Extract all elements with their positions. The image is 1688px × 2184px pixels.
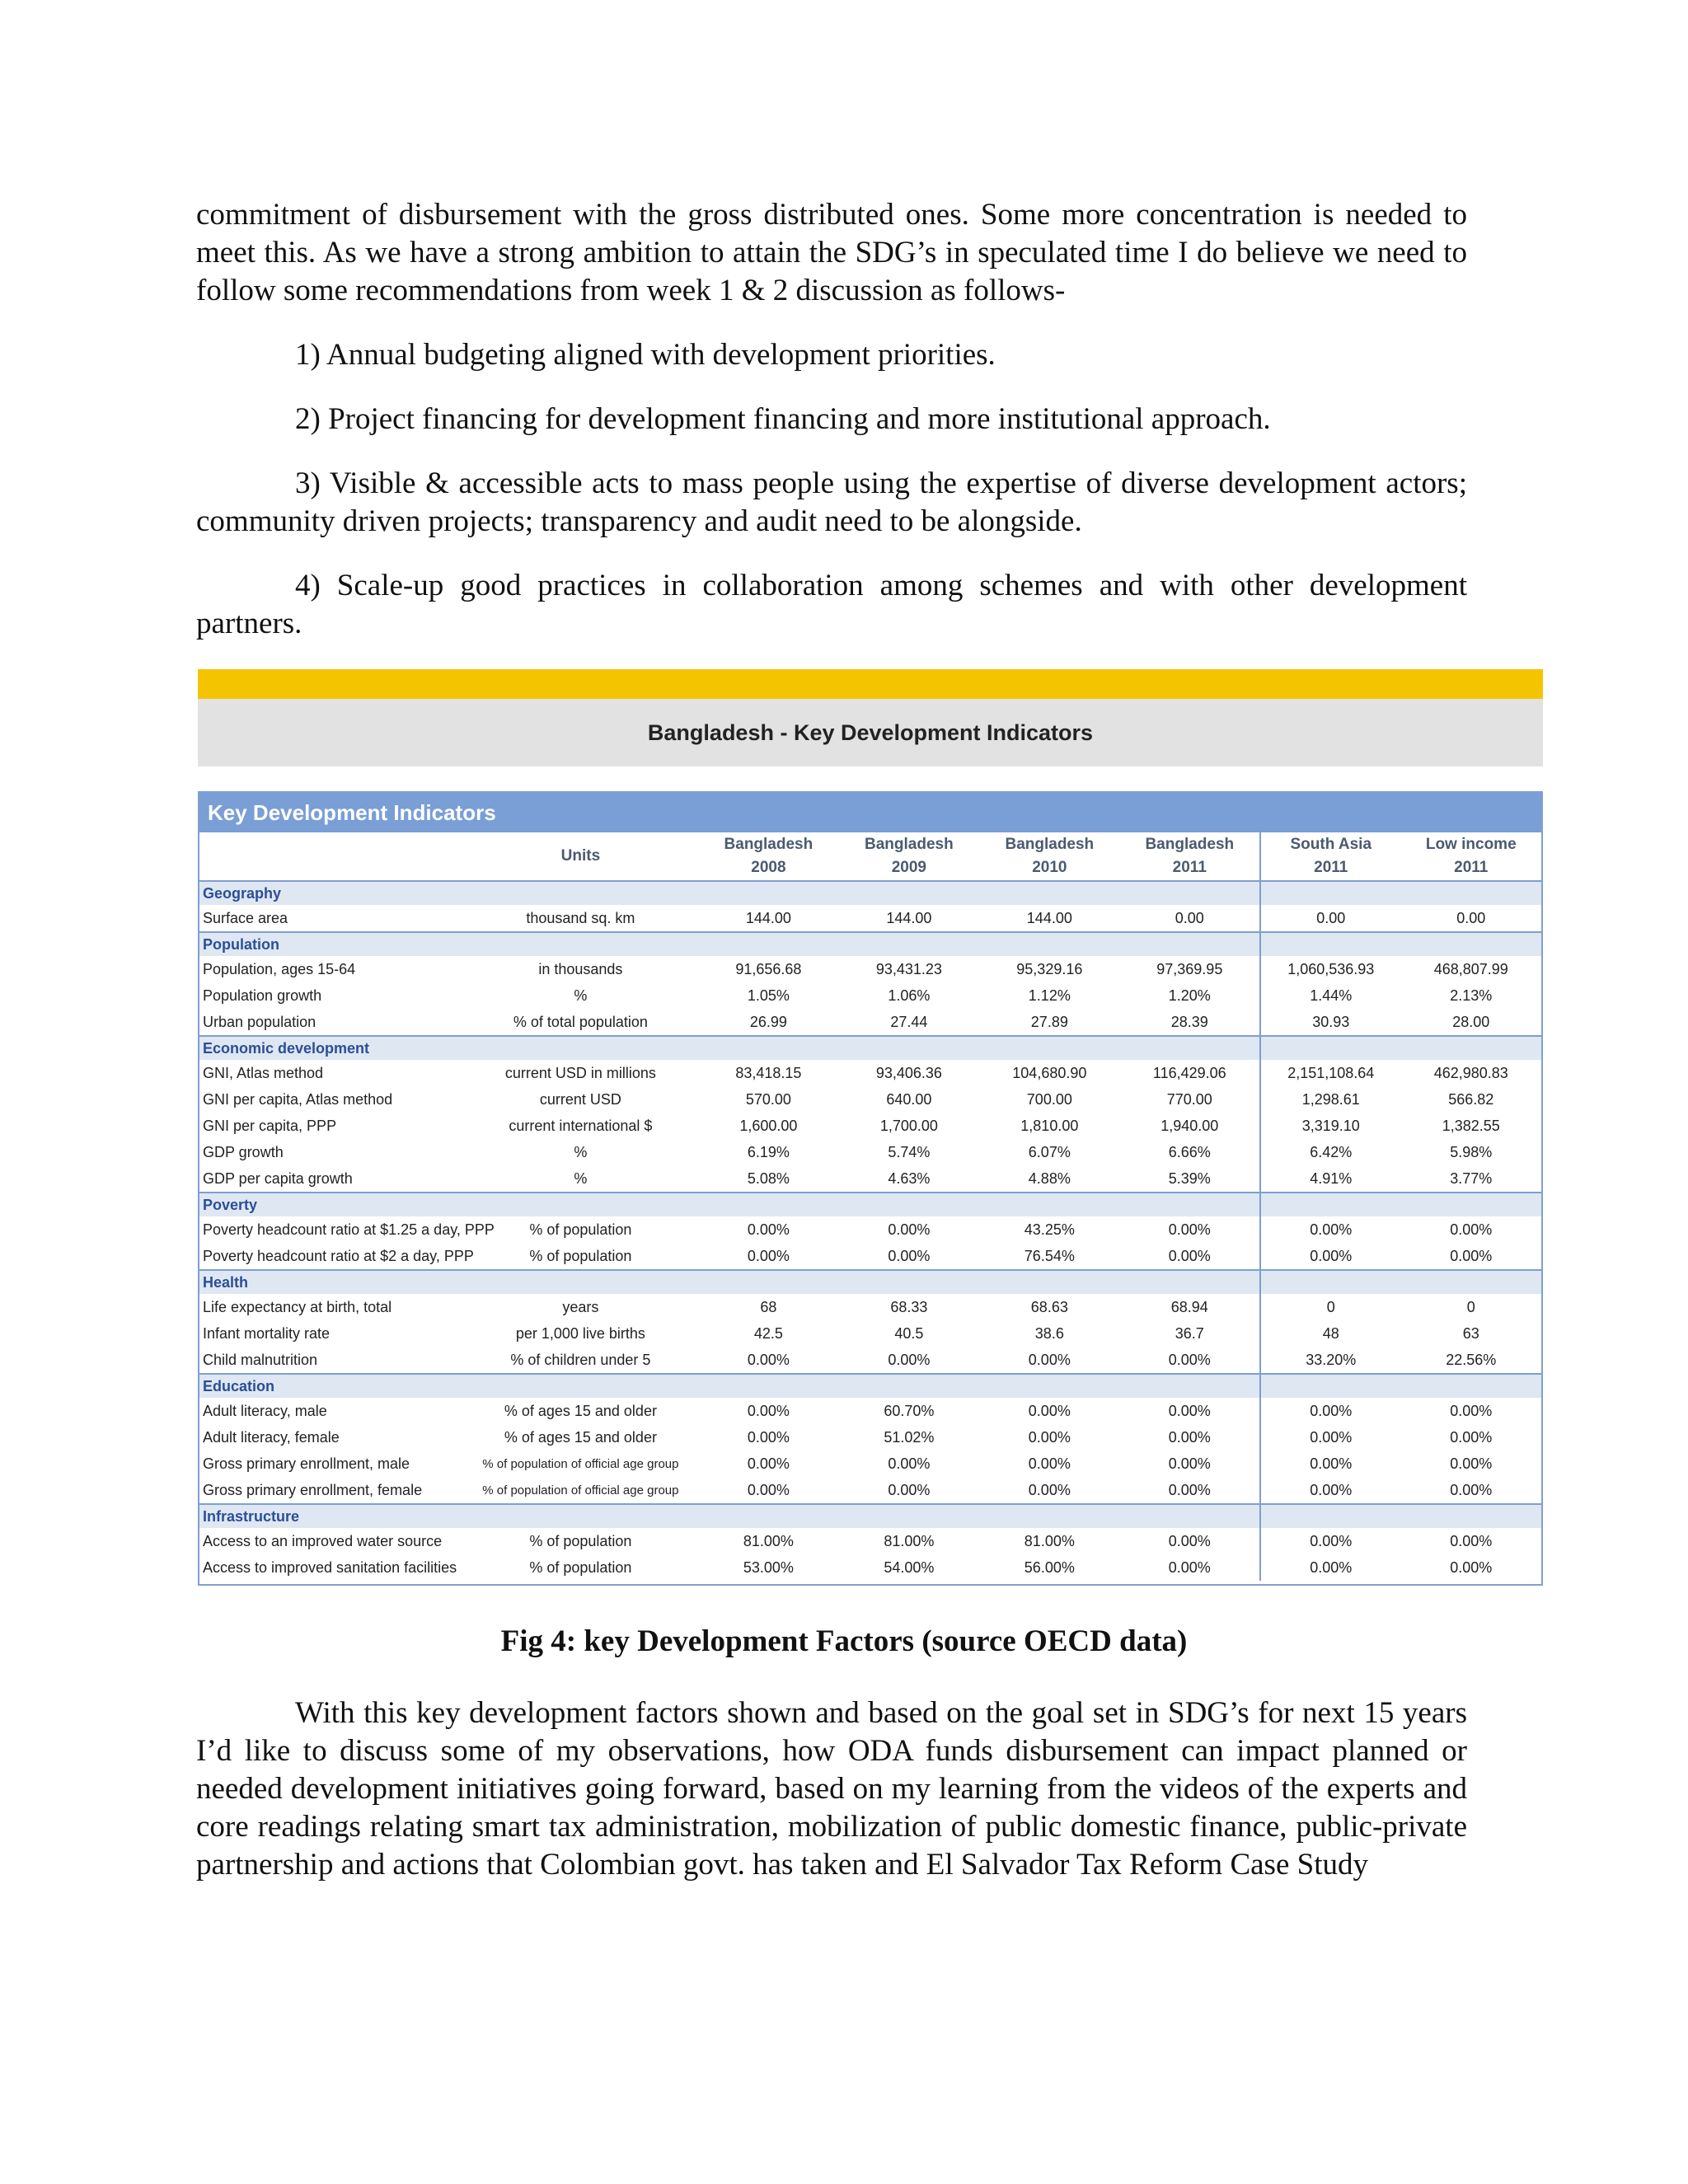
indicator-unit: % of population of official age group [482,1483,679,1497]
column-header-year: 2009 [891,859,926,876]
indicator-value: 3.77% [1450,1169,1493,1187]
indicator-value: 0.00% [1168,1247,1211,1264]
indicator-value: 0.00% [1450,1558,1493,1576]
section-title-filler [1260,1036,1541,1060]
indicator-value: 54.00% [884,1558,935,1576]
indicator-value: 1,940.00 [1160,1117,1219,1134]
table-row [199,1243,1541,1270]
table-row [199,1294,1541,1320]
indicator-value: 28.00 [1452,1013,1490,1030]
indicator-unit: current USD [539,1090,621,1108]
indicator-name: Population growth [203,987,322,1004]
indicator-value: 0.00% [1260,1424,1400,1451]
indicator-value: 0.00% [1450,1402,1493,1419]
intro-paragraph: commitment of disbursement with the gross distributed ones. Some more concentration is needed to meet this. As we have a strong ambition to attain the SDG’s in speculated time I do believe we need to follow some recommendations from week 1 & 2 discussion as follows- [196,198,1467,307]
indicator-value: 4.91% [1260,1165,1400,1193]
indicator-unit: % [574,987,588,1004]
indicator-value: 60.70% [884,1402,935,1419]
indicator-value: 5.39% [1168,1169,1211,1187]
column-header [199,832,463,881]
indicator-name: GNI, Atlas method [203,1064,324,1081]
section-title: Economic development [199,1036,1260,1060]
indicator-value: 0.00% [1260,1243,1400,1270]
section-header-row [199,1504,1541,1528]
indicators-table [199,832,1541,1581]
indicator-value: 81.00% [1024,1532,1075,1549]
indicator-value: 0.00% [1260,1477,1400,1504]
column-header-label: Low income [1425,836,1517,853]
section-title: Geography [199,881,1260,905]
indicator-value: 144.00 [1026,909,1072,926]
table-row [199,1216,1541,1243]
indicator-value: 0.00% [747,1481,790,1498]
section-title: Infrastructure [199,1504,1260,1528]
indicator-value: 0.00% [888,1247,931,1264]
indicator-value: 1.06% [888,987,931,1004]
indicator-name: Access to an improved water source [203,1532,443,1549]
section-title: Population [199,932,1260,956]
indicator-value: 5.98% [1450,1143,1493,1160]
section-title-filler [1260,881,1541,905]
indicator-value: 0.00 [1260,905,1400,932]
table-row [199,1347,1541,1374]
indicator-value: 51.02% [884,1428,935,1446]
indicator-value: 6.66% [1168,1143,1211,1160]
indicator-value: 93,406.36 [875,1064,942,1081]
indicator-value: 0.00% [747,1428,790,1446]
outro-section [196,1694,1467,1884]
indicator-value: 2.13% [1450,987,1493,1004]
column-header-label: Bangladesh [865,836,954,853]
intro-section [196,196,1467,643]
column-header-label: South Asia [1290,836,1372,853]
indicator-value: 0.00% [1028,1351,1071,1368]
indicator-name: Access to improved sanitation facilities [203,1558,457,1576]
table-row [199,1320,1541,1347]
indicator-value: 28.39 [1170,1013,1208,1030]
indicator-value: 68.94 [1170,1298,1208,1315]
indicator-value: 4.63% [888,1169,931,1187]
indicator-value: 30.93 [1260,1009,1400,1036]
indicator-value: 0.00% [1260,1216,1400,1243]
indicator-value: 53.00% [743,1558,794,1576]
indicator-value: 81.00% [743,1532,794,1549]
indicator-value: 770.00 [1166,1090,1212,1108]
indicator-name: GNI per capita, PPP [203,1117,337,1134]
indicator-value: 144.00 [886,909,932,926]
key-development-indicators-figure [198,669,1543,1584]
indicator-value: 566.82 [1448,1090,1494,1108]
indicator-unit: % of total population [513,1013,648,1030]
recommendation-4: 4) Scale-up good practices in collaboration among schemes and with other development partners. [196,569,1467,640]
indicator-value: 36.7 [1175,1324,1204,1342]
banner-yellow-strip [198,669,1543,699]
indicator-name: Life expectancy at birth, total [203,1298,392,1315]
indicator-value: 0.00% [888,1221,931,1238]
indicator-value: 0.00% [888,1481,931,1498]
indicator-unit: % of population [529,1221,632,1238]
table-row [199,1451,1541,1477]
indicator-unit: % of ages 15 and older [504,1402,657,1419]
indicator-unit: % of children under 5 [510,1351,651,1368]
column-header-year: 2011 [1454,859,1489,876]
indicator-value: 0.00% [1260,1398,1400,1424]
indicator-unit: years [562,1298,599,1315]
table-row [199,1060,1541,1086]
indicator-value: 0.00% [747,1247,790,1264]
indicator-value: 27.44 [890,1013,928,1030]
indicator-name: Poverty headcount ratio at $1.25 a day, PPP [203,1221,495,1238]
indicator-value: 104,680.90 [1012,1064,1087,1081]
indicator-value: 0.00% [1028,1402,1071,1419]
indicator-value: 0.00% [1450,1455,1493,1472]
indicator-unit: in thousands [538,960,623,977]
indicator-value: 0.00 [1456,909,1486,926]
indicator-value: 0.00% [1168,1455,1211,1472]
outro-paragraph: With this key development factors shown and based on the goal set in SDG’s for next 15 years I’d like to discuss some of my observations, how ODA funds disbursement can impact planned or needed development initiatives going forward, based on my learning from the videos of the experts and core readings relating smart tax administration, mobilization of public domestic finance, public-private partnership and actions that Colombian govt. has taken and El Salvador Tax Reform Case Study [196,1696,1467,1882]
indicator-value: 0.00% [1028,1428,1071,1446]
indicator-unit: % of population of official age group [482,1456,679,1471]
section-title: Poverty [199,1193,1260,1216]
indicator-value: 93,431.23 [875,960,942,977]
column-header [1401,832,1542,881]
indicator-value: 0.00% [1260,1528,1400,1554]
indicator-value: 48 [1260,1320,1400,1347]
indicator-value: 40.5 [894,1324,924,1342]
indicator-name: Adult literacy, male [203,1402,327,1419]
indicator-value: 1.44% [1260,982,1400,1009]
indicator-value: 0.00% [1168,1532,1211,1549]
indicator-value: 1,600.00 [739,1117,798,1134]
indicator-value: 0.00% [747,1221,790,1238]
section-header-row [199,1193,1541,1216]
indicator-value: 0.00% [747,1402,790,1419]
indicator-value: 0.00% [747,1455,790,1472]
section-title: Education [199,1374,1260,1398]
section-header-row [199,1374,1541,1398]
indicator-value: 81.00% [884,1532,935,1549]
indicator-value: 0.00% [888,1455,931,1472]
indicator-value: 1,060,536.93 [1260,956,1400,982]
figure-banner [198,669,1543,766]
indicator-value: 1.20% [1168,987,1211,1004]
table-row [199,1554,1541,1581]
indicator-value: 91,656.68 [735,960,802,977]
figure-caption: Fig 4: key Development Factors (source OECD data) [500,1624,1188,1658]
indicator-value: 0.00% [1168,1351,1211,1368]
indicator-value: 43.25% [1024,1221,1075,1238]
indicator-value: 5.08% [747,1169,790,1187]
indicator-unit: % [574,1169,588,1187]
indicator-value: 68.63 [1030,1298,1068,1315]
indicator-value: 1,810.00 [1020,1117,1079,1134]
section-header-row [199,1270,1541,1294]
indicator-value: 1.12% [1028,987,1071,1004]
indicator-name: GDP growth [203,1143,284,1160]
section-title: Health [199,1270,1260,1294]
column-header [979,832,1119,881]
section-header-row [199,932,1541,956]
indicator-value: 0 [1466,1298,1475,1315]
indicator-value: 95,329.16 [1016,960,1083,977]
indicator-value: 0.00% [1028,1481,1071,1498]
indicator-value: 1.05% [747,987,790,1004]
indicator-name: Adult literacy, female [203,1428,340,1446]
indicator-unit: % of ages 15 and older [504,1428,657,1446]
indicator-value: 0.00% [1450,1221,1493,1238]
indicator-value: 0.00% [747,1351,790,1368]
indicator-name: Gross primary enrollment, female [203,1481,423,1498]
indicator-value: 6.07% [1028,1143,1071,1160]
indicator-unit: per 1,000 live births [515,1324,645,1342]
indicator-unit: % of population [529,1558,632,1576]
indicator-value: 0.00% [1168,1558,1211,1576]
section-header-row [199,881,1541,905]
indicator-name: Child malnutrition [203,1351,318,1368]
indicator-value: 116,429.06 [1152,1064,1226,1081]
indicator-value: 56.00% [1024,1558,1075,1576]
indicator-value: 33.20% [1260,1347,1400,1374]
table-row [199,1477,1541,1504]
section-header-row [199,1036,1541,1060]
indicator-value: 27.89 [1030,1013,1068,1030]
indicator-name: Surface area [203,909,288,926]
indicator-name: Population, ages 15-64 [203,960,356,977]
indicator-value: 38.6 [1034,1324,1064,1342]
table-row [199,1009,1541,1036]
section-title-filler [1260,1504,1541,1528]
recommendation-1: 1) Annual budgeting aligned with development priorities. [295,338,996,372]
table-row [199,1424,1541,1451]
column-header-year: 2008 [751,859,786,876]
column-header-label: Units [560,847,601,865]
indicator-value: 5.74% [888,1143,931,1160]
indicator-unit: % [574,1143,588,1160]
column-header [698,832,838,881]
table-row [199,1113,1541,1139]
indicator-value: 76.54% [1024,1247,1075,1264]
table-row [199,1139,1541,1165]
indicator-value: 0.00% [1260,1554,1400,1581]
indicator-value: 2,151,108.64 [1260,1060,1400,1086]
column-header [1120,832,1260,881]
indicator-value: 462,980.83 [1433,1064,1508,1081]
indicators-panel [198,791,1543,1586]
indicator-name: Gross primary enrollment, male [203,1455,410,1472]
table-row [199,1086,1541,1113]
section-title-filler [1260,1374,1541,1398]
indicator-value: 0.00% [1450,1428,1493,1446]
indicator-name: Poverty headcount ratio at $2 a day, PPP [203,1247,474,1264]
column-header [839,832,979,881]
indicator-value: 700.00 [1026,1090,1072,1108]
indicator-value: 0 [1260,1294,1400,1320]
indicator-value: 0.00% [1168,1481,1211,1498]
indicator-value: 0.00% [1168,1428,1211,1446]
section-title-filler [1260,932,1541,956]
indicator-value: 1,382.55 [1442,1117,1500,1134]
indicator-value: 0.00% [1450,1247,1493,1264]
indicator-name: Infant mortality rate [203,1324,331,1342]
table-body [199,881,1541,1581]
table-row [199,1165,1541,1193]
indicator-value: 6.19% [747,1143,790,1160]
indicator-unit: thousand sq. km [526,909,635,926]
indicator-value: 0.00% [1168,1221,1211,1238]
indicator-name: GNI per capita, Atlas method [203,1090,393,1108]
indicator-value: 6.42% [1260,1139,1400,1165]
indicator-value: 63 [1462,1324,1479,1342]
indicator-value: 570.00 [745,1090,791,1108]
section-title-filler [1260,1270,1541,1294]
indicator-value: 0.00 [1175,909,1204,926]
table-row [199,982,1541,1009]
column-header [463,832,699,881]
table-header-row [199,832,1541,881]
column-header-year: 2011 [1172,859,1207,876]
indicator-value: 22.56% [1446,1351,1497,1368]
indicator-name: Urban population [203,1013,316,1030]
column-header [1260,832,1400,881]
column-header-year: 2011 [1314,859,1348,876]
table-row [199,956,1541,982]
indicator-value: 26.99 [749,1013,787,1030]
indicator-unit: % of population [529,1247,632,1264]
indicator-value: 0.00% [888,1351,931,1368]
indicator-value: 3,319.10 [1260,1113,1400,1139]
indicator-value: 144.00 [745,909,791,926]
indicator-value: 1,700.00 [879,1117,938,1134]
column-header-label: Bangladesh [1145,836,1235,853]
column-header-label: Bangladesh [1005,836,1095,853]
column-header-label: Bangladesh [724,836,814,853]
indicators-panel-title: Key Development Indicators [199,793,1541,832]
indicator-value: 0.00% [1028,1455,1071,1472]
column-header-year: 2010 [1032,859,1067,876]
recommendation-2: 2) Project financing for development financing and more institutional approach. [295,402,1271,436]
recommendation-3: 3) Visible & accessible acts to mass people using the expertise of diverse development actors; community driven projects; transparency and audit need to be alongside. [196,466,1467,538]
indicator-value: 0.00% [1450,1481,1493,1498]
indicator-value: 468,807.99 [1433,960,1508,977]
indicator-value: 0.00% [1450,1532,1493,1549]
indicator-value: 0.00% [1168,1402,1211,1419]
indicator-unit: current USD in millions [504,1064,656,1081]
indicator-value: 0.00% [1260,1451,1400,1477]
indicator-value: 640.00 [886,1090,932,1108]
indicator-unit: current international $ [509,1117,653,1134]
indicator-value: 83,418.15 [735,1064,802,1081]
table-row [199,1398,1541,1424]
indicator-value: 97,369.95 [1156,960,1223,977]
indicator-value: 68 [760,1298,777,1315]
banner-title: Bangladesh - Key Development Indicators [198,699,1543,766]
table-row [199,905,1541,932]
indicator-value: 42.5 [753,1324,783,1342]
indicator-value: 68.33 [890,1298,928,1315]
indicator-unit: % of population [529,1532,632,1549]
table-row [199,1528,1541,1554]
section-title-filler [1260,1193,1541,1216]
indicator-name: GDP per capita growth [203,1169,353,1187]
indicator-value: 1,298.61 [1260,1086,1400,1113]
indicator-value: 4.88% [1028,1169,1071,1187]
